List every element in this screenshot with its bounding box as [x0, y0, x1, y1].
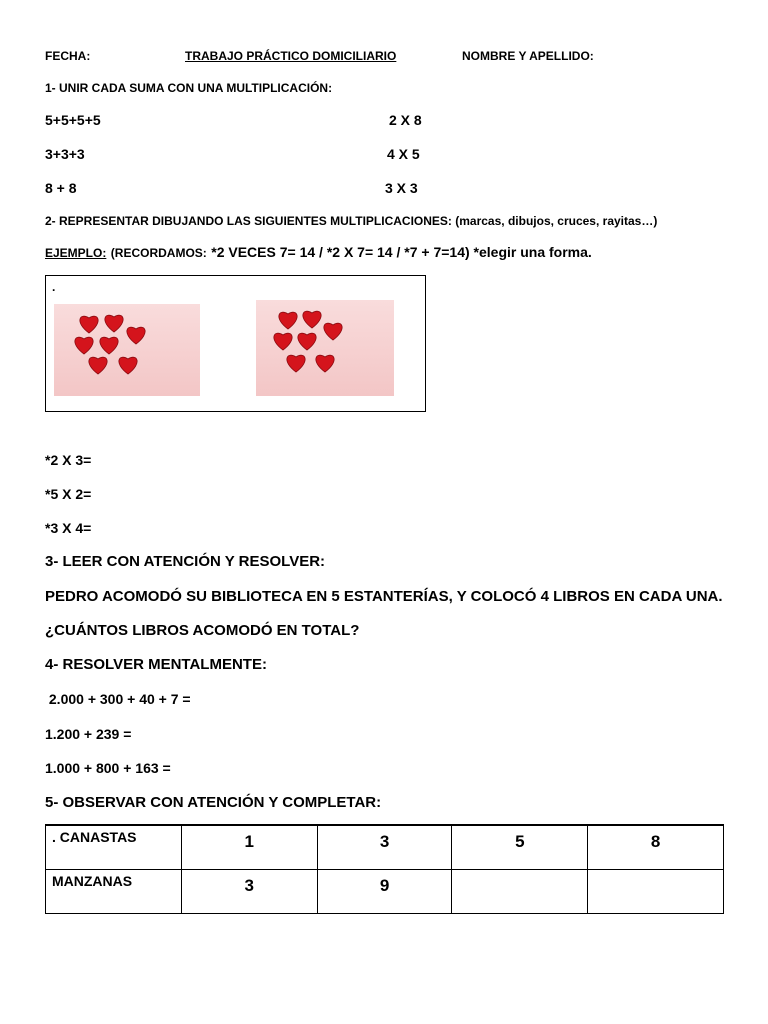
table-cell: 1	[181, 825, 317, 869]
mental-item: 1.200 + 239 =	[45, 726, 132, 742]
table-cell-blank[interactable]	[452, 869, 588, 913]
example-box	[45, 275, 426, 412]
nombre-label: NOMBRE Y APELLIDO:	[462, 49, 594, 63]
box-dot: .	[52, 280, 56, 294]
section4-title: 4- RESOLVER MENTALMENTE:	[45, 656, 267, 673]
section2-title: 2- REPRESENTAR DIBUJANDO LAS SIGUIENTES MULTIPLICACIONES: (marcas, dibujos, cruces, rayitas…)	[45, 214, 658, 228]
table-row	[46, 869, 724, 913]
table-cell: 9	[317, 869, 452, 913]
exercise-item: *2 X 3=	[45, 452, 92, 468]
section3-title: 3- LEER CON ATENCIÓN Y RESOLVER:	[45, 553, 326, 570]
problem-question: ¿CUÁNTOS LIBROS ACOMODÓ EN TOTAL?	[45, 622, 360, 639]
hearts-image	[54, 304, 200, 396]
table-cell: 8	[588, 825, 724, 869]
product-item: 4 X 5	[387, 146, 420, 162]
fecha-label: FECHA:	[45, 49, 91, 63]
page-title: TRABAJO PRÁCTICO DOMICILIARIO	[185, 49, 397, 63]
row-label: . CANASTAS	[46, 825, 182, 869]
table-cell: 3	[181, 869, 317, 913]
exercise-item: *5 X 2=	[45, 486, 92, 502]
row-label: MANZANAS	[46, 869, 182, 913]
table-cell: 5	[452, 825, 588, 869]
example-recordamos: (RECORDAMOS:	[110, 246, 207, 260]
hearts-icon	[256, 300, 394, 396]
exercise-item: *3 X 4=	[45, 520, 92, 536]
problem-text: PEDRO ACOMODÓ SU BIBLIOTECA EN 5 ESTANTERÍAS, Y COLOCÓ 4 LIBROS EN CADA UNA.	[45, 588, 723, 605]
table-cell: 3	[317, 825, 452, 869]
table-row	[46, 825, 724, 869]
product-item: 2 X 8	[389, 112, 422, 128]
sum-item: 8 + 8	[45, 180, 77, 196]
table-cell-blank[interactable]	[588, 869, 724, 913]
section5-title: 5- OBSERVAR CON ATENCIÓN Y COMPLETAR:	[45, 794, 382, 811]
apples-table	[45, 824, 724, 914]
sum-item: 3+3+3	[45, 146, 85, 162]
section1-title: 1- UNIR CADA SUMA CON UNA MULTIPLICACIÓN:	[45, 81, 333, 95]
mental-item: 1.000 + 800 + 163 =	[45, 760, 171, 776]
mental-item: 2.000 + 300 + 40 + 7 =	[45, 691, 191, 707]
example-label: EJEMPLO:	[45, 246, 107, 260]
example-text: *2 VECES 7= 14 / *2 X 7= 14 / *7 + 7=14) *elegir una forma.	[211, 244, 592, 260]
product-item: 3 X 3	[385, 180, 418, 196]
hearts-image	[256, 300, 394, 396]
example-line	[45, 244, 592, 262]
hearts-icon	[54, 304, 200, 396]
sum-item: 5+5+5+5	[45, 112, 101, 128]
